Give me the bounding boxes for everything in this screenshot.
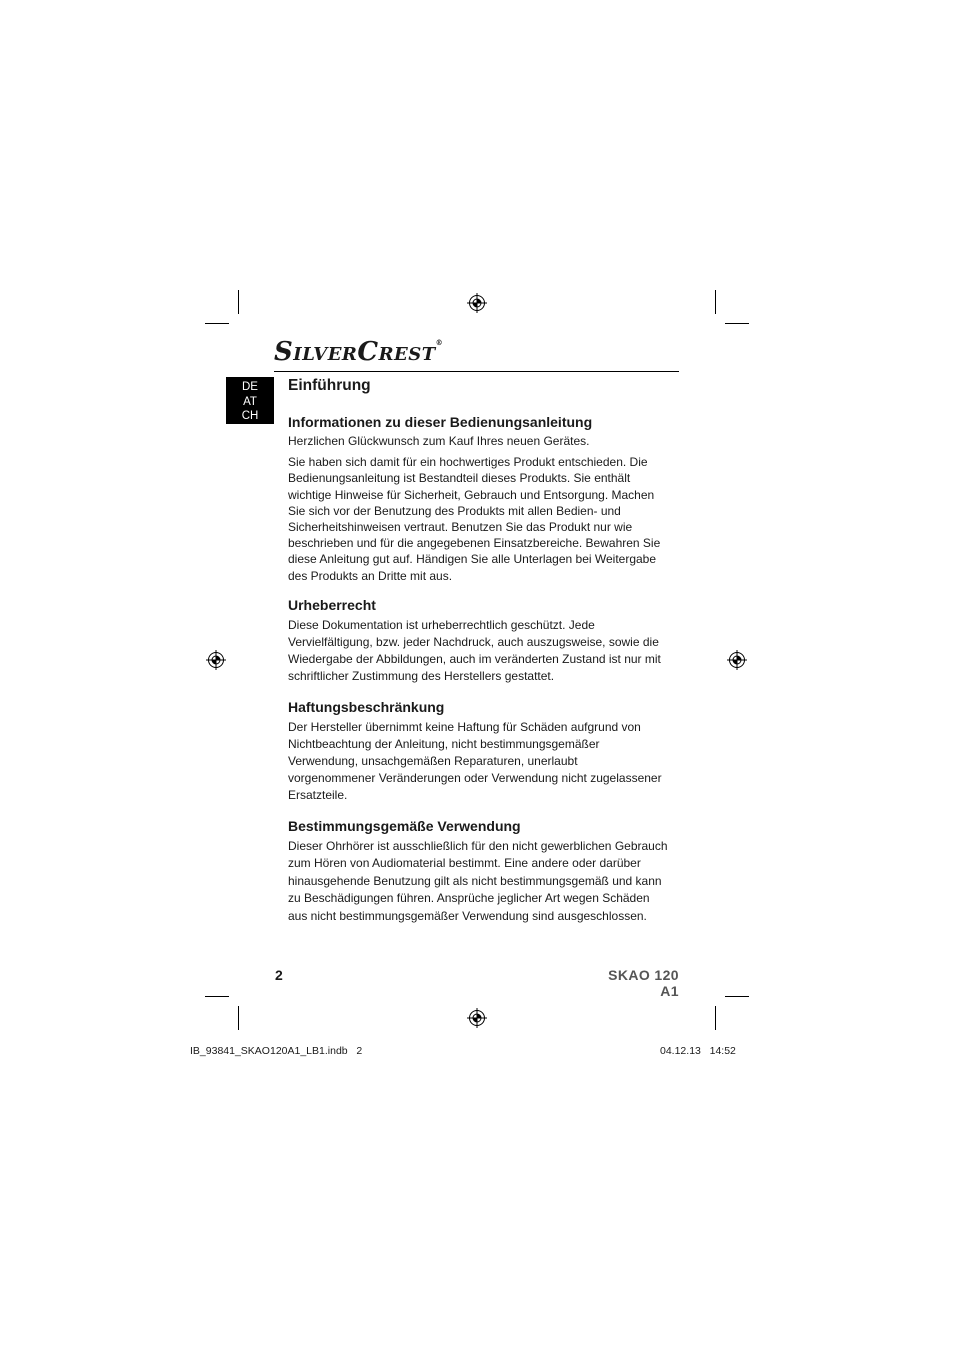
language-code: CH: [241, 410, 259, 422]
brand-logo: SILVERCREST®: [274, 337, 444, 367]
registration-mark-icon: [467, 1008, 487, 1028]
section-heading: Haftungsbeschränkung: [288, 698, 445, 715]
section-heading: Bestimmungsgemäße Verwendung: [288, 817, 521, 834]
crop-mark: [238, 1006, 239, 1030]
paragraph: Dieser Ohrhörer ist ausschließlich für den nicht gewerblichen Gebrauch zum Hören von Audiomaterial bestimmt. Eine andere oder darüber hinausgehende Benutzung gilt als nicht bestimmungsgemäß und kann zu Beschädigungen führen. Ansprüche jeglicher Art wegen Schäden aus nicht bestimmungsgemäßer Verwendung sind ausgeschlossen.: [288, 838, 668, 924]
paragraph: Diese Dokumentation ist urheberrechtlich geschützt. Jede Vervielfältigung, bzw. jeder Nachdruck, auch auszugsweise, sowie die Wiedergabe der Abbildungen, auch im veränderten Zustand ist nur mit schriftlicher Zustimmung des Herstellers gestattet.: [288, 617, 661, 684]
print-slug-file: IB_93841_SKAO120A1_LB1.indb 2: [190, 1045, 363, 1057]
page-number: 2: [275, 967, 283, 983]
chapter-title: Einführung: [288, 377, 371, 394]
header-rule: [274, 371, 679, 372]
crop-mark: [205, 323, 229, 324]
crop-mark: [725, 996, 749, 997]
language-code: AT: [243, 395, 257, 408]
registration-mark-icon: [727, 650, 747, 670]
paragraph: Sie haben sich damit für ein hochwertiges Produkt entschieden. Die Bedienungsanleitung ist Bestandteil dieses Produkts. Sie enthält wichtige Hinweise für Sicherheit, Gebrauch und Entsorgung. Machen Sie sich vor der Benutzung des Produkts mit allen Bedien- und Sicherheitshinweisen vertraut. Benutzen Sie das Produkt nur wie beschrieben und für die angegebenen Einsatzbereiche. Bewahren Sie diese Anleitung gut auf. Händigen Sie alle Unterlagen bei Weitergabe des Produkts an Dritte mit aus.: [288, 455, 661, 583]
section-heading: Urheberrecht: [288, 596, 376, 613]
crop-mark: [715, 1006, 716, 1030]
crop-mark: [725, 323, 749, 324]
crop-mark: [715, 290, 716, 314]
print-slug-date: 04.12.13 14:52: [660, 1045, 736, 1057]
crop-mark: [238, 290, 239, 314]
paragraph: Der Hersteller übernimmt keine Haftung für Schäden aufgrund von Nichtbeachtung der Anleitung, nicht bestimmungsgemäßer Verwendung, unsachgemäßen Reparaturen, unerlaubt vorgenommener Veränderungen oder Verwendung nicht zugelassener Ersatzteile.: [288, 719, 662, 803]
crop-mark: [205, 996, 229, 997]
language-tab: [226, 377, 274, 424]
language-code: DE: [242, 381, 258, 393]
model-number: SKAO 120 A1: [608, 967, 679, 999]
registration-mark-icon: [206, 650, 226, 670]
paragraph: Herzlichen Glückwunsch zum Kauf Ihres neuen Gerätes.: [288, 434, 590, 448]
registration-mark-icon: [467, 293, 487, 313]
section-heading: Informationen zu dieser Bedienungsanleitung: [288, 414, 593, 430]
main-content: [288, 375, 668, 926]
